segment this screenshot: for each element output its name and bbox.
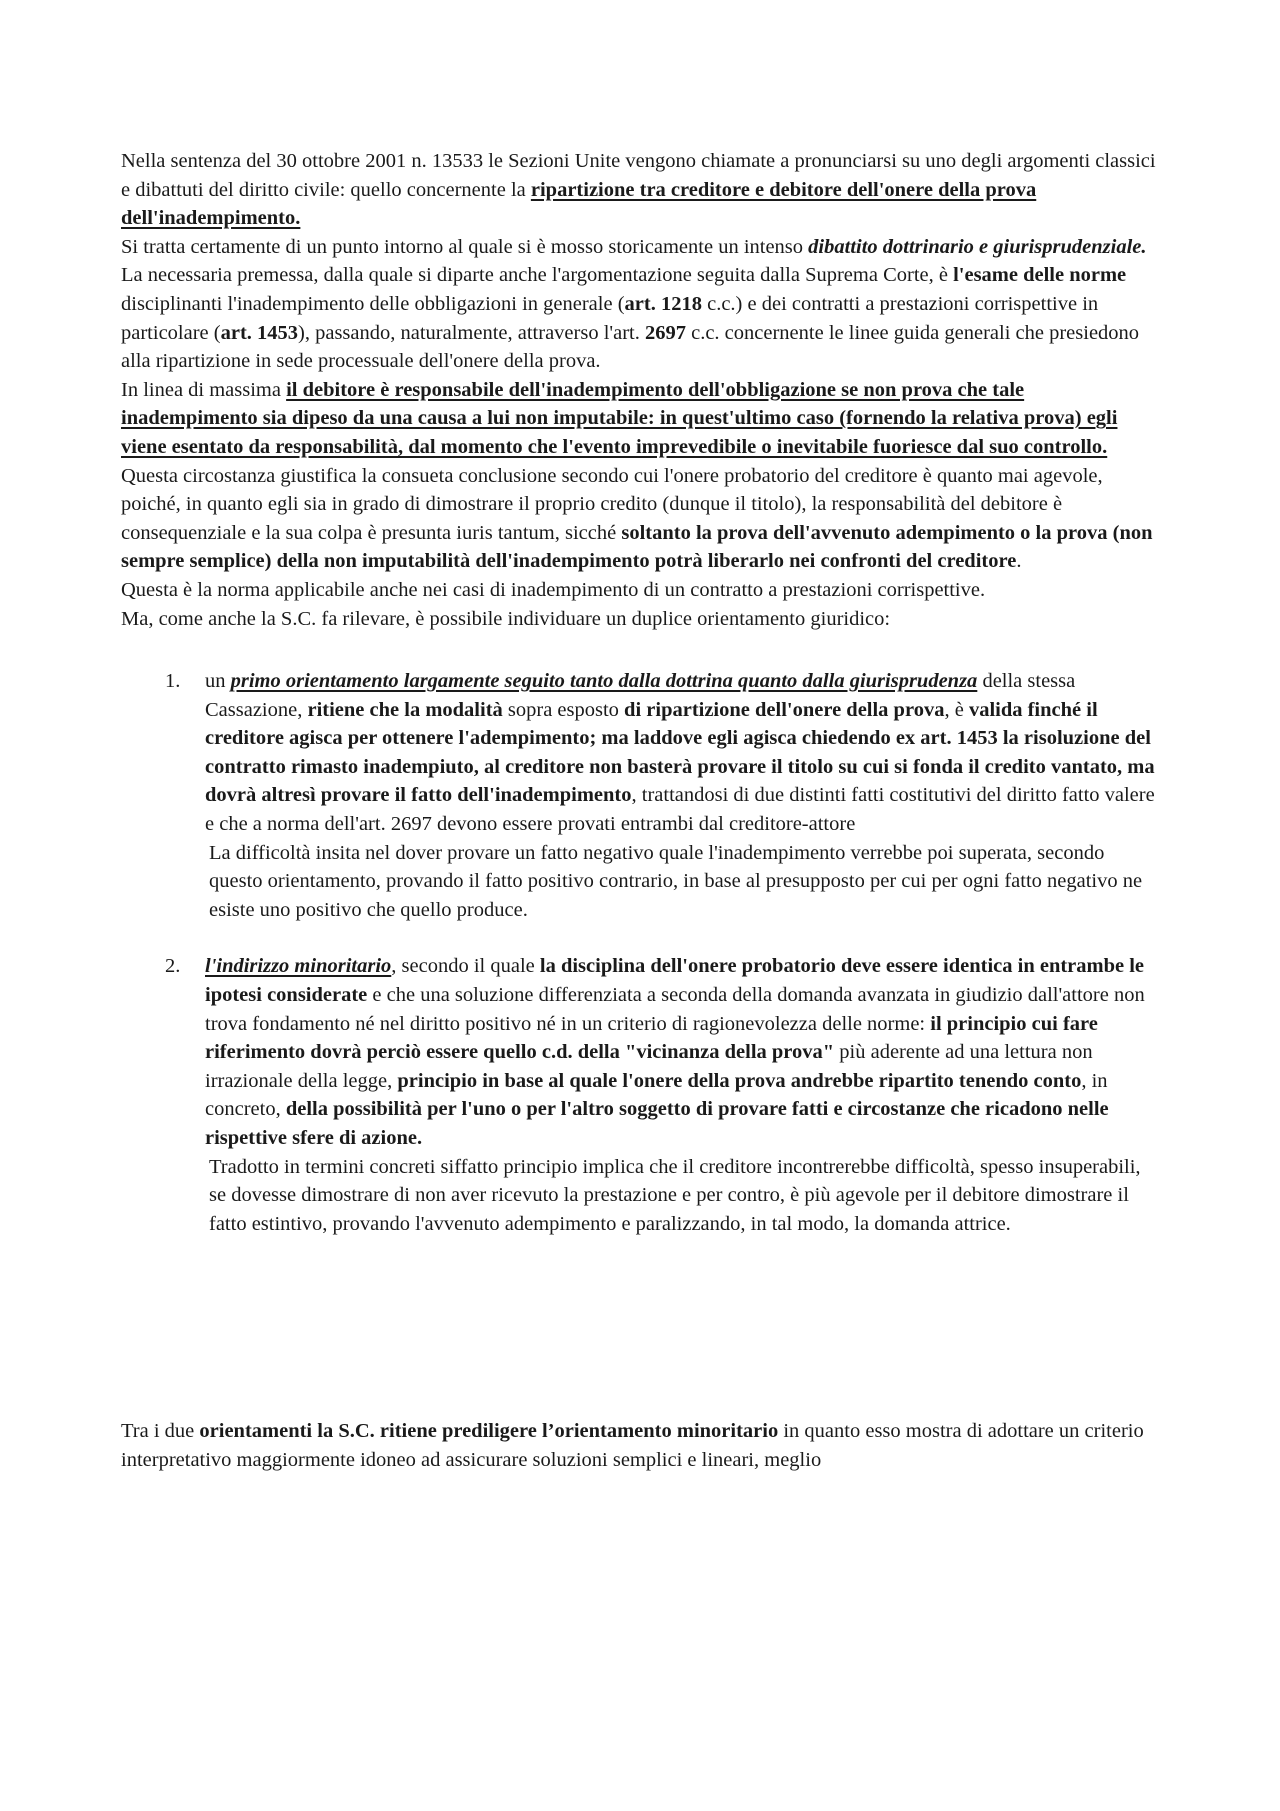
document-page: [121, 147, 1161, 1475]
orientation-title: l'indirizzo minoritario: [205, 955, 392, 978]
premise-text: La necessaria premessa, dalla quale si diparte anche l'argomentazione seguita dalla Suprema Corte, è: [121, 264, 954, 287]
paragraph-premise: [121, 261, 1161, 375]
conclusion-text: in quanto esso mostra di adottare un criterio interpretativo maggiormente idoneo ad assicurare soluzioni semplici e lineari, meglio: [121, 1420, 1144, 1471]
premise-article-2697: 2697: [644, 321, 686, 344]
premise-article-1218: art. 1218: [624, 292, 702, 315]
orientation-continuation: Tradotto in termini concreti siffatto principio implica che il creditore incontrerebbe difficoltà, spesso insuperabili, se dovesse dimostrare di non aver ricevuto la prestazione e per contro, è più agevole per il debitore dimostrare il fatto estintivo, provando l'avvenuto adempimento e paralizzando, in tal modo, la domanda attrice.: [209, 1155, 1141, 1235]
orientation-item-2: [121, 952, 1161, 1238]
consequence-bold: soltanto la prova dell'avvenuto adempimento o la prova (non sempre semplice) della non imputabilità dell'inadempimento potrà liberarlo nei confronti del creditore: [121, 521, 1153, 573]
paragraph-conclusion: [121, 1417, 1161, 1474]
consequence-text: Questa circostanza giustifica la consueta conclusione secondo cui l'onere probatorio del creditore è quanto mai agevole, poiché, in quanto egli sia in grado di dimostrare il proprio credito (dunque il titolo), la responsabilità del debitore è consequenziale e la sua colpa è presunta iuris tantum, sicché: [121, 464, 1103, 544]
premise-text: ), passando, naturalmente, attraverso l'art.: [298, 321, 645, 344]
debate-emphasis: dibattito dottrinario e giurisprudenziale.: [808, 235, 1147, 258]
paragraph-applicable: Questa è la norma applicabile anche nei casi di inadempimento di un contratto a prestazioni corrispettive.: [121, 578, 986, 601]
list-number: 2.: [165, 955, 181, 978]
list-number: 1.: [165, 670, 181, 693]
paragraph-consequence: [121, 462, 1161, 576]
intro-text: Nella sentenza del 30 ottobre 2001 n. 13533 le Sezioni Unite vengono chiamate a pronunciarsi su uno degli argomenti classici e dibattuti del diritto civile: quello concernente la: [121, 150, 1156, 201]
principle-text: In linea di massima: [121, 378, 287, 401]
paragraph-dual: Ma, come anche la S.C. fa rilevare, è possibile individuare un duplice orientamento giuridico:: [121, 607, 891, 630]
intro-emphasis: ripartizione tra creditore e debitore dell'onere della prova dell'inadempimento.: [121, 178, 1037, 230]
conclusion-text: Tra i due: [121, 1420, 200, 1443]
paragraph-debate: [121, 233, 1161, 262]
conclusion-bold: orientamenti la S.C. ritiene prediligere l’orientamento minoritario: [199, 1420, 779, 1443]
premise-text: c.c. concernente le linee guida generali che presiedono alla ripartizione in sede processuale dell'onere della prova.: [121, 321, 1140, 373]
orientation-item-1: [121, 667, 1161, 924]
paragraph-intro: [121, 147, 1161, 233]
orientation-main-text: l'indirizzo minoritario, secondo il quale la disciplina dell'onere probatorio deve essere identica in entrambe le ipotesi considerate e che una soluzione differenziata a seconda della domanda avanzata in giudizio dall'attore non trova fondamento né nel diritto positivo né in un criterio di ragionevolezza delle norme: il principio cui fare riferimento dovrà perciò essere quello c.d. della "vicinanza della prova" più aderente ad una lettura non irrazionale della legge, principio in base al quale l'onere della prova andrebbe ripartito tenendo conto, in concreto, della possibilità per l'uno o per l'altro soggetto di provare fatti e circostanze che ricadono nelle rispettive sfere di azione.: [205, 955, 1145, 1149]
premise-article-1453: art. 1453: [220, 321, 299, 344]
orientation-title: primo orientamento largamente seguito tanto dalla dottrina quanto dalla giurisprudenza: [230, 670, 978, 693]
orientation-list: [121, 667, 1161, 1238]
consequence-text: .: [1016, 550, 1022, 573]
debate-text: Si tratta certamente di un punto intorno al quale si è mosso storicamente un intenso: [121, 235, 809, 258]
premise-text: c.c.) e dei contratti a prestazioni corrispettive in particolare (: [121, 292, 1099, 344]
orientation-continuation: La difficoltà insita nel dover provare un fatto negativo quale l'inadempimento verrebbe poi superata, secondo questo orientamento, provando il fatto positivo contrario, in base al presupposto per cui per ogni fatto negativo ne esiste uno positivo che quello produce.: [209, 841, 1143, 921]
orientation-main-text: un primo orientamento largamente seguito tanto dalla dottrina quanto dalla giurisprudenza della stessa Cassazione, ritiene che la modalità sopra esposto di ripartizione dell'onere della prova, è valida finché il creditore agisca per ottenere l'adempimento; ma laddove egli agisca chiedendo ex art. 1453 la risoluzione del contratto rimasto inadempiuto, al creditore non basterà provare il titolo su cui si fonda il credito vantato, ma dovrà altresì provare il fatto dell'inadempimento, trattandosi di due distinti fatti costitutivi del diritto fatto valere e che a norma dell'art. 2697 devono essere provati entrambi dal creditore-attore: [205, 670, 1155, 836]
paragraph-principle: [121, 376, 1161, 462]
premise-text: disciplinanti l'inadempimento delle obbligazioni in generale (: [121, 292, 625, 315]
premise-bold: l'esame delle norme: [953, 264, 1127, 287]
principle-emphasis: il debitore è responsabile dell'inadempimento dell'obbligazione se non prova che tale inadempimento sia dipeso da una causa a lui non imputabile: in quest'ultimo caso (fornendo la relativa prova) egli viene esentato da responsabilità, dal momento che l'evento imprevedibile o inevitabile fuoriesce dal suo controllo.: [121, 378, 1118, 458]
